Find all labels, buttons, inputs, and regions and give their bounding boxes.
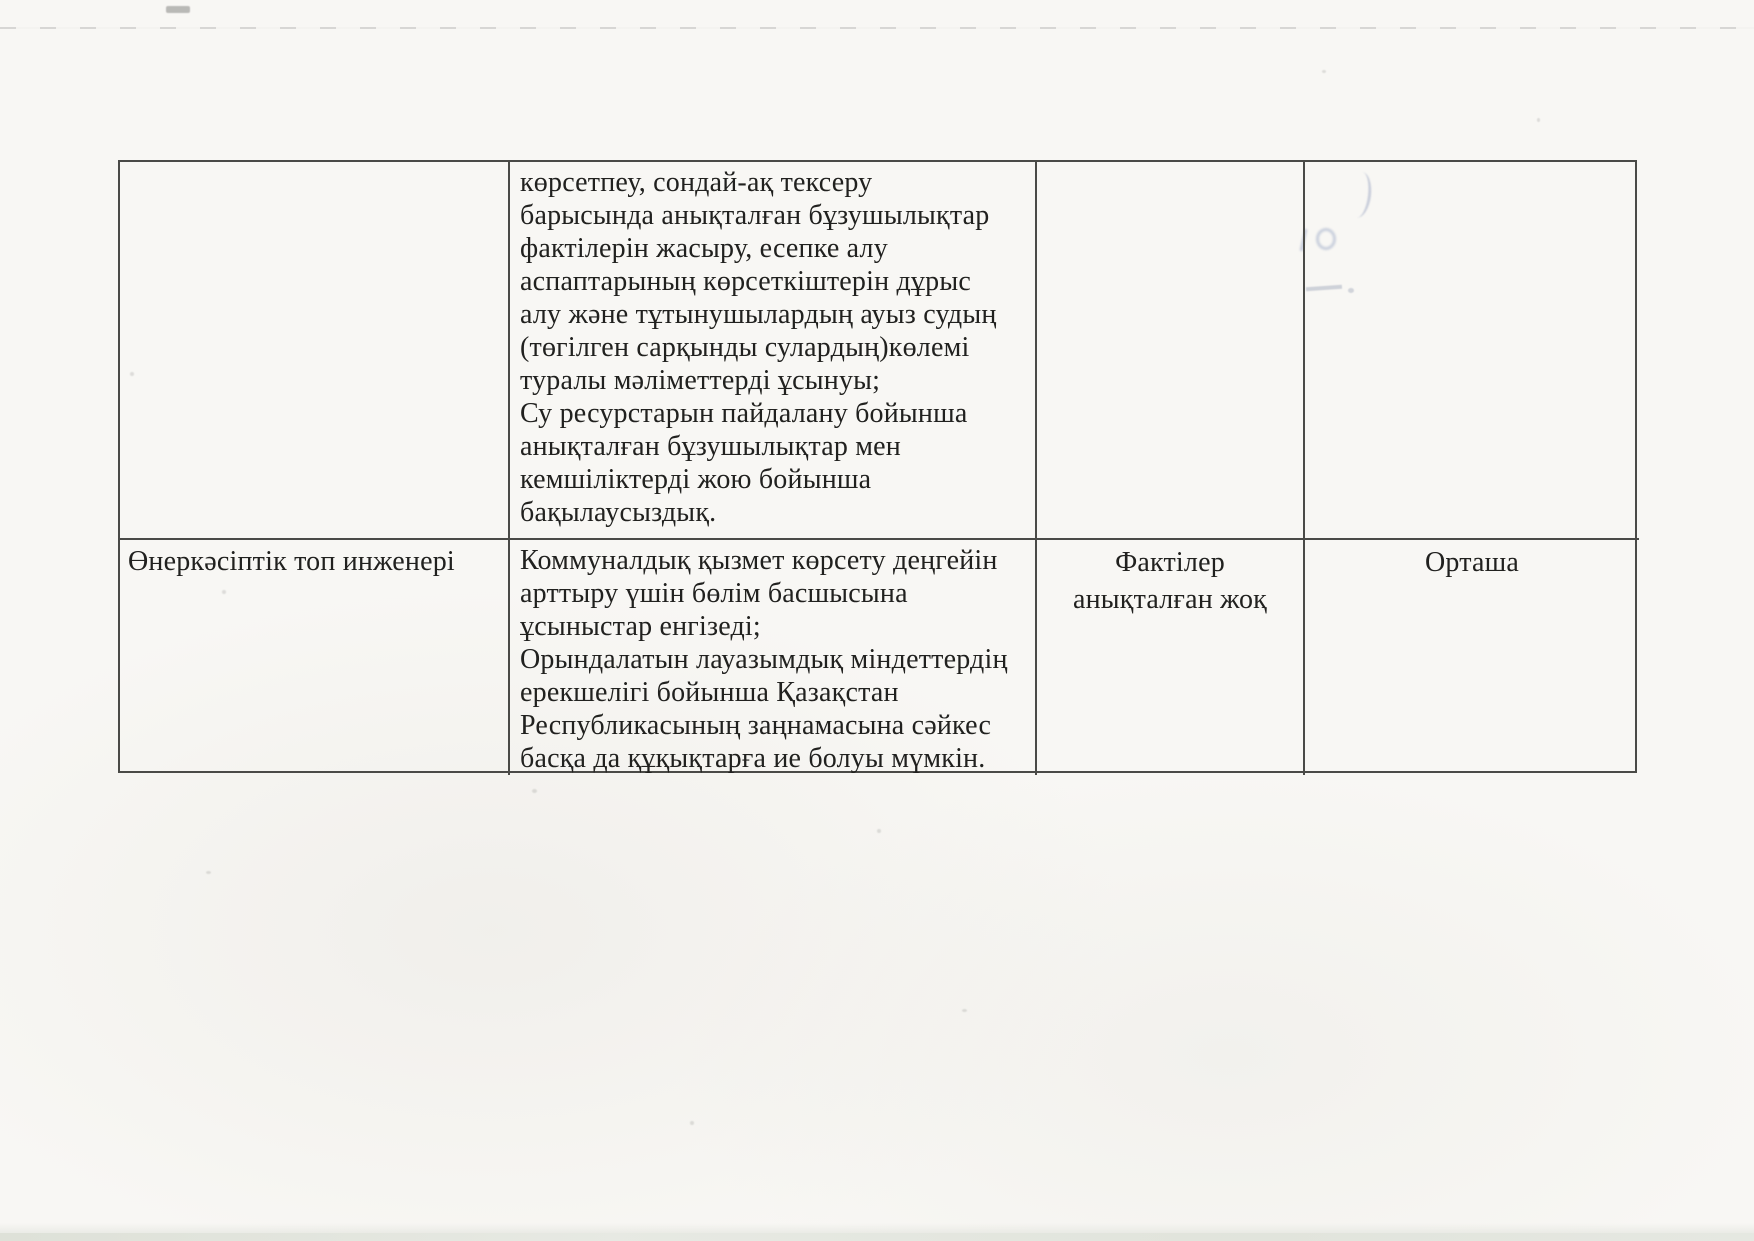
paper-speck	[690, 1121, 694, 1125]
scan-edge-top-mark	[166, 6, 190, 13]
job-title-cell-row1	[120, 162, 510, 538]
text-line: бақылаусыздық.	[520, 497, 717, 528]
text-line: барысында анықталған бұзушылықтар	[520, 200, 990, 231]
job-title-text: Өнеркәсіптік топ инженері	[128, 546, 455, 577]
facts-cell-row2	[1037, 538, 1305, 775]
text-line: аспаптарының көрсеткіштерін дұрыс	[520, 266, 971, 297]
paper-speck	[206, 871, 211, 874]
rating-text: Орташа	[1424, 547, 1520, 578]
text-line: басқа да құқықтарға ие болуы мүмкін.	[520, 743, 986, 774]
text-line: ерекшелігі бойынша Қазақстан	[520, 677, 899, 708]
text-line: Орындалатын лауазымдық міндеттердің	[520, 644, 1008, 675]
paper-speck	[877, 829, 881, 833]
paper-speck	[1537, 118, 1540, 122]
text-line: Республикасының заңнамасына сәйкес	[520, 710, 992, 741]
duties-cell-row1	[510, 162, 1037, 538]
text-line: анықталған бұзушылықтар мен	[520, 431, 901, 462]
text-line: (төгілген сарқынды сулардың)көлемі	[520, 332, 970, 363]
text-line: алу және тұтынушылардың ауыз судың	[520, 299, 997, 330]
rating-cell-row2	[1305, 538, 1639, 775]
paper-speck	[532, 789, 537, 793]
text-line: ұсыныстар енгізеді;	[520, 611, 761, 642]
duties-cell-row2	[510, 538, 1037, 775]
text-line: туралы мәліметтерді ұсынуы;	[520, 365, 881, 396]
text-line: Фактілер	[1115, 547, 1225, 578]
scan-edge-bottom-shadow	[0, 1223, 1754, 1233]
job-title-cell-row2	[120, 538, 510, 775]
text-line: көрсетпеу, сондай-ақ тексеру	[520, 167, 873, 198]
text-line: арттыру үшін бөлім басшысына	[520, 578, 908, 609]
text-line: кемшіліктерді жою бойынша	[520, 464, 872, 495]
facts-cell-row1	[1037, 162, 1305, 538]
text-line: Коммуналдық қызмет көрсету деңгейін	[520, 545, 998, 576]
document-table	[118, 160, 1637, 773]
paper-speck	[962, 1009, 967, 1012]
text-line: фактілерін жасыру, есепке алу	[520, 233, 888, 264]
scan-edge-bottom-band	[0, 1233, 1754, 1241]
text-line: анықталған жоқ	[1072, 584, 1267, 615]
text-line: Су ресурстарын пайдалану бойынша	[520, 398, 968, 429]
paper-speck	[1322, 70, 1326, 73]
rating-cell-row1	[1305, 162, 1639, 538]
scan-edge-top-line	[0, 27, 1754, 29]
